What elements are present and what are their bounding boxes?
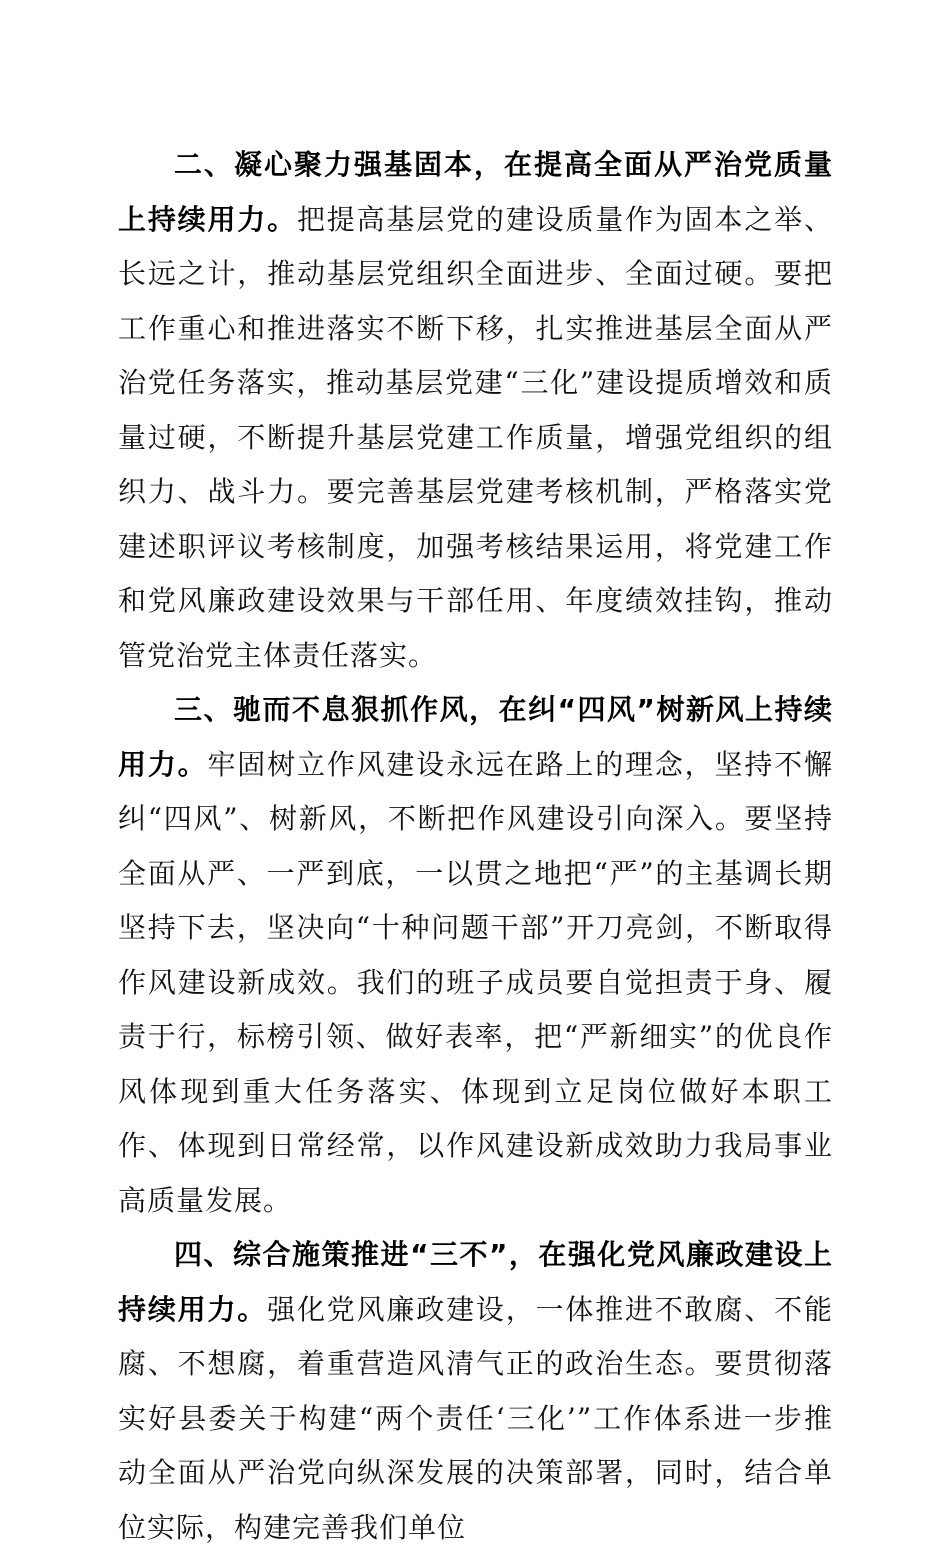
paragraph-section-3 — [118, 683, 833, 1228]
section-body: 把提高基层党的建设质量作为固本之举、长远之计，推动基层党组织全面进步、全面过硬。要把工作重心和推进落实不断下移，扎实推进基层全面从严治党任务落实，推动基层党建“三化”建设提质增效和质量过硬，不断提升基层党建工作质量，增强党组织的组织力、战斗力。要完善基层党建考核机制，严格落实党建述职评议考核制度，加强考核结果运用，将党建工作和党风廉政建设效果与干部任用、年度绩效挂钩，推动管党治党主体责任落实。 — [118, 202, 833, 672]
document-body — [118, 138, 833, 1555]
section-heading: 二、凝心聚力强基固本，在提高全面从严治党质量上持续用力。 — [118, 148, 833, 236]
section-heading: 四、综合施策推进“三不”，在强化党风廉政建设上持续用力。 — [118, 1238, 833, 1326]
section-body: 强化党风廉政建设，一体推进不敢腐、不能腐、不想腐，着重营造风清气正的政治生态。要贯彻落实好县委关于构建“两个责任‘三化’”工作体系进一步推动全面从严治党向纵深发展的决策部署，同时，结合单位实际，构建完善我们单位 — [118, 1292, 833, 1544]
paragraph-section-2 — [118, 138, 833, 683]
section-heading: 三、驰而不息狠抓作风，在纠“四风”树新风上持续用力。 — [118, 693, 833, 781]
section-body: 牢固树立作风建设永远在路上的理念，坚持不懈纠“四风”、树新风，不断把作风建设引向深入。要坚持全面从严、一严到底，一以贯之地把“严”的主基调长期坚持下去，坚决向“十种问题干部”开刀亮剑，不断取得作风建设新成效。我们的班子成员要自觉担责于身、履责于行，标榜引领、做好表率，把“严新细实”的优良作风体现到重大任务落实、体现到立足岗位做好本职工作、体现到日常经常，以作风建设新成效助力我局事业高质量发展。 — [118, 747, 833, 1217]
paragraph-section-4 — [118, 1228, 833, 1555]
